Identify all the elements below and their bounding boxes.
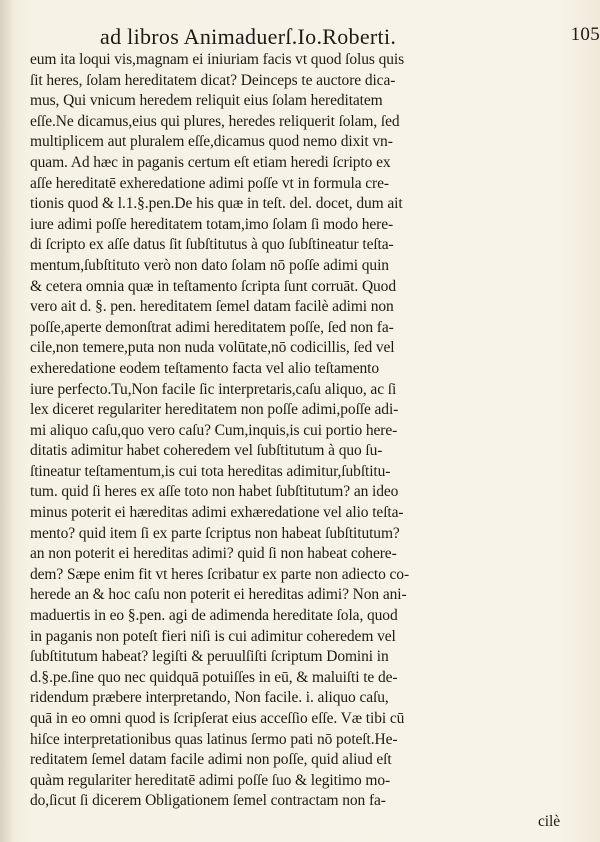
- text-line: exheredatione eodem teſtamento facta vel alio teſtamento: [30, 359, 380, 377]
- text-line: vero ait d. §. pen. hereditatem ſemel datam facilè adimi non: [30, 298, 394, 316]
- body-text: [30, 50, 560, 833]
- text-line: reditatem ſemel datam facile adimi non poſſe, quid aliud eſt: [30, 751, 392, 769]
- text-line: ditatis adimitur habet coheredem vel ſubſtitutum à quo ſu-: [30, 442, 383, 460]
- text-line: quàm regulariter hereditatē adimi poſſe ſuo & legitimo mo-: [30, 771, 391, 789]
- text-line: eum ita loqui vis,magnam ei iniuriam facis vt quod ſolus quis: [30, 51, 405, 68]
- text-line: eſſe.Ne dicamus,eius qui plures, heredes reliquerit ſolam, ſed: [30, 112, 400, 130]
- text-line: aſſe hereditatē exheredatione adimi poſſe vt in formula cre-: [30, 174, 389, 192]
- page-number: 105: [570, 24, 600, 45]
- text-line: ſit heres, ſolam hereditatem dicat? Deinceps te auctore dica-: [30, 71, 396, 89]
- text-line: di ſcripto ex aſſe datus ſit ſubſtitutus à quo ſubſtineatur teſta-: [30, 236, 394, 254]
- text-line: poſſe,aperte demonſtrat adimi hereditatem poſſe, ſed non fa-: [30, 318, 394, 336]
- text-line: cile,non temere,puta non nuda volūtate,nō codicillis, ſed vel: [30, 339, 395, 357]
- text-line: multiplicem aut pluralem eſſe,dicamus quod nemo dixit vn-: [30, 133, 393, 151]
- text-line: an non poterit ei hereditas adimi? quid ſi non habeat cohere-: [30, 545, 397, 563]
- running-title: ad libros Animaduerſ.Io.Roberti.: [100, 24, 397, 49]
- text-line: dem? Sæpe enim fit vt heres ſcribatur ex parte non adiecto co-: [30, 565, 410, 583]
- text-line: d.§.pe.ſine quo nec quidquā potuiſſes in eū, & maluiſti te de-: [30, 668, 398, 686]
- text-line: quam. Ad hæc in paganis certum eſt etiam heredi ſcripto ex: [30, 153, 391, 171]
- text-line: ſtineatur teſtamentum,is cui tota hereditas adimitur,ſubſtitu-: [30, 462, 391, 480]
- text-line: ſubſtitutum habeat? legiſti & peruulſiſti ſcriptum Domini in: [30, 648, 389, 666]
- text-line: tionis quod & l.1.§.pen.De his quæ in teſt. del. docet, dum ait: [30, 195, 403, 213]
- text-line: mentum,ſubſtituto verò non dato ſolam nō poſſe adimi quin: [30, 256, 389, 274]
- text-line: tum. quid ſi heres ex aſſe toto non habet ſubſtitutum? an ideo: [30, 483, 399, 501]
- text-line: herede an & hoc caſu non poterit ei hereditas adimi? Non ani-: [30, 586, 407, 604]
- text-line: cilè: [538, 812, 560, 830]
- text-line: minus poterit ei hæreditas adimi exhæredatione vel alio teſta-: [30, 504, 404, 522]
- text-line: ridendum præbere interpretando, Non facile. i. aliquo caſu,: [30, 689, 389, 707]
- gutter-shadow: [0, 0, 14, 842]
- text-line: quā in eo omni quod is ſcripſerat eius acceſſio eſſe. Væ tibi cū: [30, 710, 405, 727]
- text-line: mi aliquo caſu,quo vero caſu? Cum,inquis,is cui portio here-: [30, 421, 398, 439]
- text-line: do,ſicut ſi dicerem Obligationem ſemel contractam non fa-: [30, 792, 386, 810]
- text-line: maduertis in eo §.pen. agi de adimenda hereditate ſola, quod: [30, 607, 398, 625]
- text-line: & cetera omnia quæ in teſtamento ſcripta ſunt corruāt. Quod: [30, 277, 396, 295]
- text-line: iure adimi poſſe hereditatem totam,imo ſolam ſi modo here-: [30, 215, 394, 233]
- text-line: lex diceret regulariter hereditatem non poſſe adimi,poſſe adi-: [30, 401, 399, 419]
- text-line: mus, Qui vnicum heredem reliquit eius ſolam hereditatem: [30, 92, 383, 110]
- text-line: iure perfecto.Tu,Non facile ſic interpretaris,caſu aliquo, ac ſi: [30, 380, 397, 398]
- text-line: hiſce interpretationibus quas latinus ſermo pati nō poteſt.He-: [30, 730, 398, 748]
- text-line: in paganis non poteſt fieri niſi is cui adimitur coheredem vel: [30, 627, 396, 645]
- text-line: mento? quid item ſi ex parte ſcriptus non habeat ſubſtitutum?: [30, 524, 400, 542]
